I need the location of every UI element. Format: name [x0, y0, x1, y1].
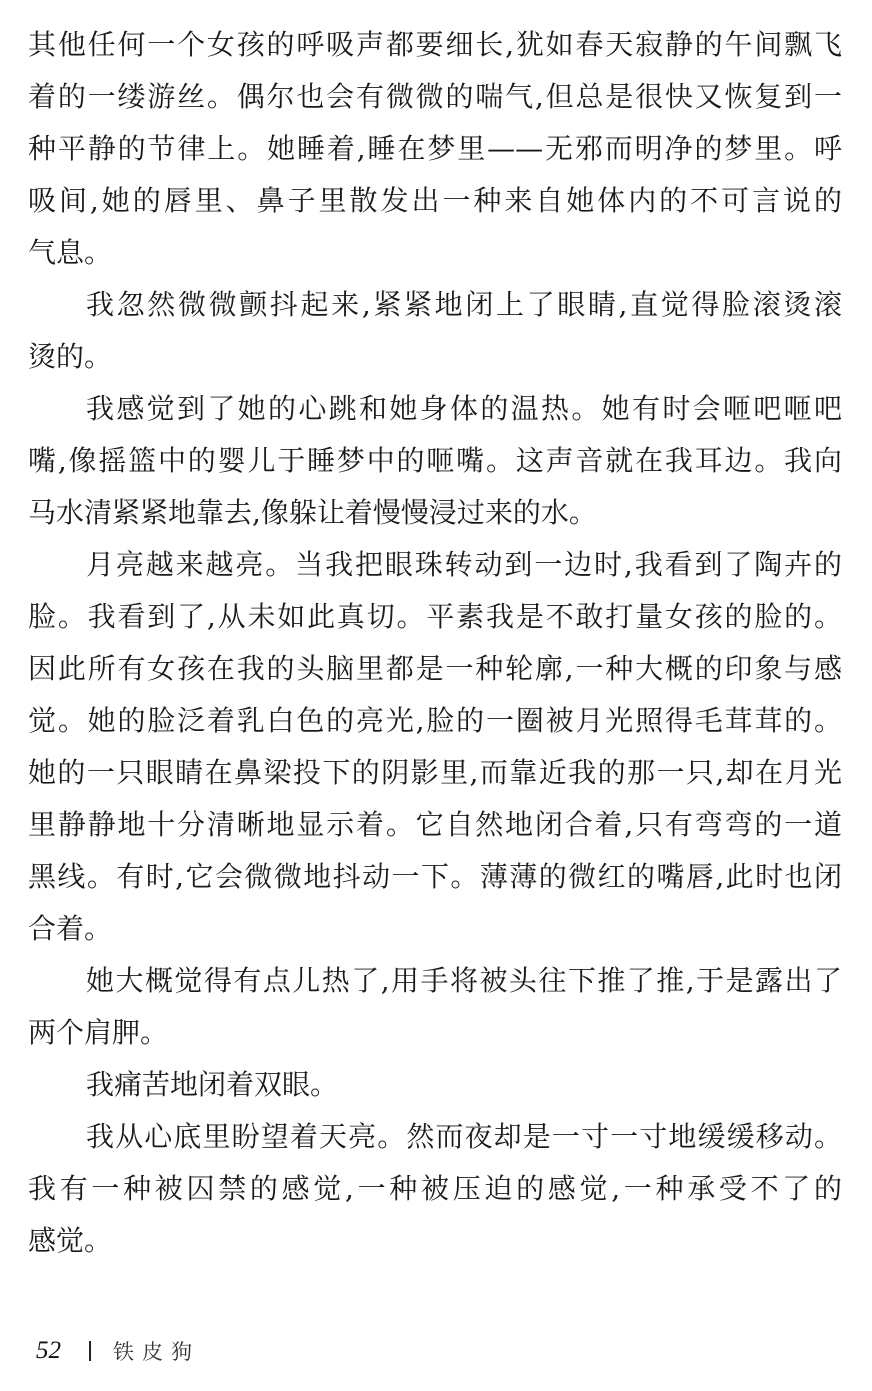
text-line: 脸。我看到了,从未如此真切。平素我是不敢打量女孩的脸的。: [28, 600, 842, 633]
text-line: 合着。: [28, 912, 113, 945]
paragraph: [28, 383, 842, 539]
text-line: 马水清紧紧地靠去,像躲让着慢慢浸过来的水。: [28, 496, 597, 529]
paragraph: [28, 1059, 842, 1111]
text-line: 吸间,她的唇里、鼻子里散发出一种来自她体内的不可言说的: [28, 184, 842, 217]
text-line: 觉。她的脸泛着乳白色的亮光,脸的一圈被月光照得毛茸茸的。: [28, 704, 842, 737]
text-line: 种平静的节律上。她睡着,睡在梦里——无邪而明净的梦里。呼: [28, 132, 842, 165]
text-line: 我有一种被囚禁的感觉,一种被压迫的感觉,一种承受不了的: [28, 1172, 842, 1205]
text-line: 着的一缕游丝。偶尔也会有微微的喘气,但总是很快又恢复到一: [28, 80, 842, 113]
text-line: 我感觉到了她的心跳和她身体的温热。她有时会咂吧咂吧: [86, 392, 842, 425]
text-line: 气息。: [28, 236, 113, 269]
text-line: 里静静地十分清晰地显示着。它自然地闭合着,只有弯弯的一道: [28, 808, 842, 841]
text-line: 感觉。: [28, 1224, 113, 1257]
text-line: 我从心底里盼望着天亮。然而夜却是一寸一寸地缓缓移动。: [86, 1120, 842, 1153]
paragraph: [28, 1111, 842, 1267]
text-line: 因此所有女孩在我的头脑里都是一种轮廓,一种大概的印象与感: [28, 652, 842, 685]
paragraph: [28, 955, 842, 1059]
page-number: 52: [36, 1337, 61, 1364]
page-body: [28, 19, 842, 1267]
text-line: 其他任何一个女孩的呼吸声都要细长,犹如春天寂静的午间飘飞: [28, 28, 842, 61]
text-line: 烫的。: [28, 340, 113, 373]
text-line: 她的一只眼睛在鼻梁投下的阴影里,而靠近我的那一只,却在月光: [28, 756, 842, 789]
text-line: 嘴,像摇篮中的婴儿于睡梦中的咂嘴。这声音就在我耳边。我向: [28, 444, 842, 477]
text-line: 两个肩胛。: [28, 1016, 169, 1049]
text-line: 黑线。有时,它会微微地抖动一下。薄薄的微红的嘴唇,此时也闭: [28, 860, 842, 893]
text-line: 她大概觉得有点儿热了,用手将被头往下推了推,于是露出了: [86, 964, 842, 997]
text-line: 我忽然微微颤抖起来,紧紧地闭上了眼睛,直觉得脸滚烫滚: [86, 288, 842, 321]
paragraph: [28, 279, 842, 383]
paragraph: [28, 19, 842, 279]
text-line: 我痛苦地闭着双眼。: [86, 1068, 339, 1101]
page-footer: [36, 1333, 200, 1369]
footer-divider: [89, 1341, 91, 1361]
book-title: 铁皮狗: [113, 1340, 200, 1364]
paragraph: [28, 539, 842, 955]
text-line: 月亮越来越亮。当我把眼珠转动到一边时,我看到了陶卉的: [86, 548, 842, 581]
